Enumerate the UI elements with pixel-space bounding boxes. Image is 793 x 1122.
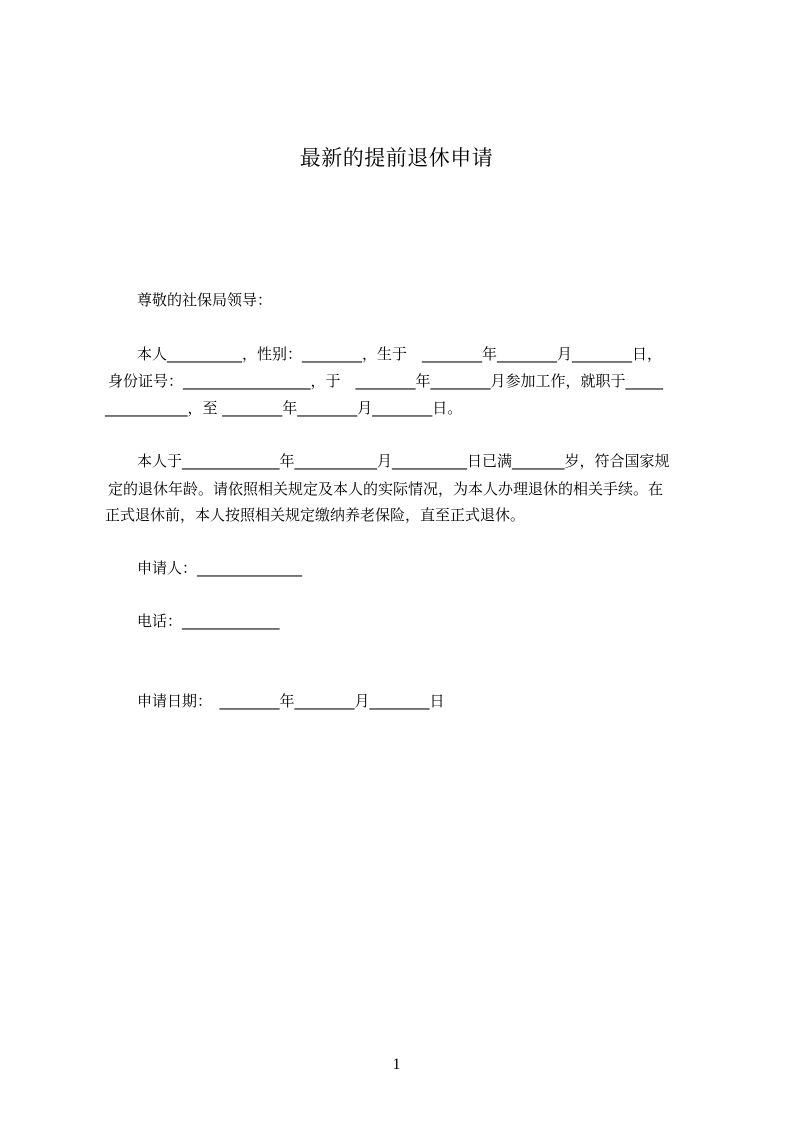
paragraph-1-line-1: 本人__________，性别：________，生于 ________年________月________日， [137, 345, 663, 363]
salutation: 尊敬的社保局领导： [137, 291, 273, 309]
applicant-line: 申请人：______________ [137, 559, 303, 577]
paragraph-2-line-1: 本人于_____________年___________月__________日已满_______岁，符合国家规 [137, 452, 670, 470]
paragraph-1-line-3: ___________，至 ________年________月________日。 [105, 399, 463, 417]
paragraph-2-line-2: 定的退休年龄。请依照相关规定及本人的实际情况，为本人办理退休的相关手续。在 [108, 480, 664, 498]
phone-line: 电话：_____________ [137, 612, 280, 630]
application-date-line: 申请日期： ________年________月________日 [137, 692, 445, 710]
paragraph-2-line-3: 正式退休前，本人按照相关规定缴纳养老保险，直至正式退休。 [105, 506, 526, 524]
document-title: 最新的提前退休申请 [299, 146, 494, 170]
paragraph-1-line-2: 身份证号：_________________，于 ________年________月参加工作，就职于_____ [108, 372, 664, 390]
page-number: 1 [392, 1056, 401, 1073]
